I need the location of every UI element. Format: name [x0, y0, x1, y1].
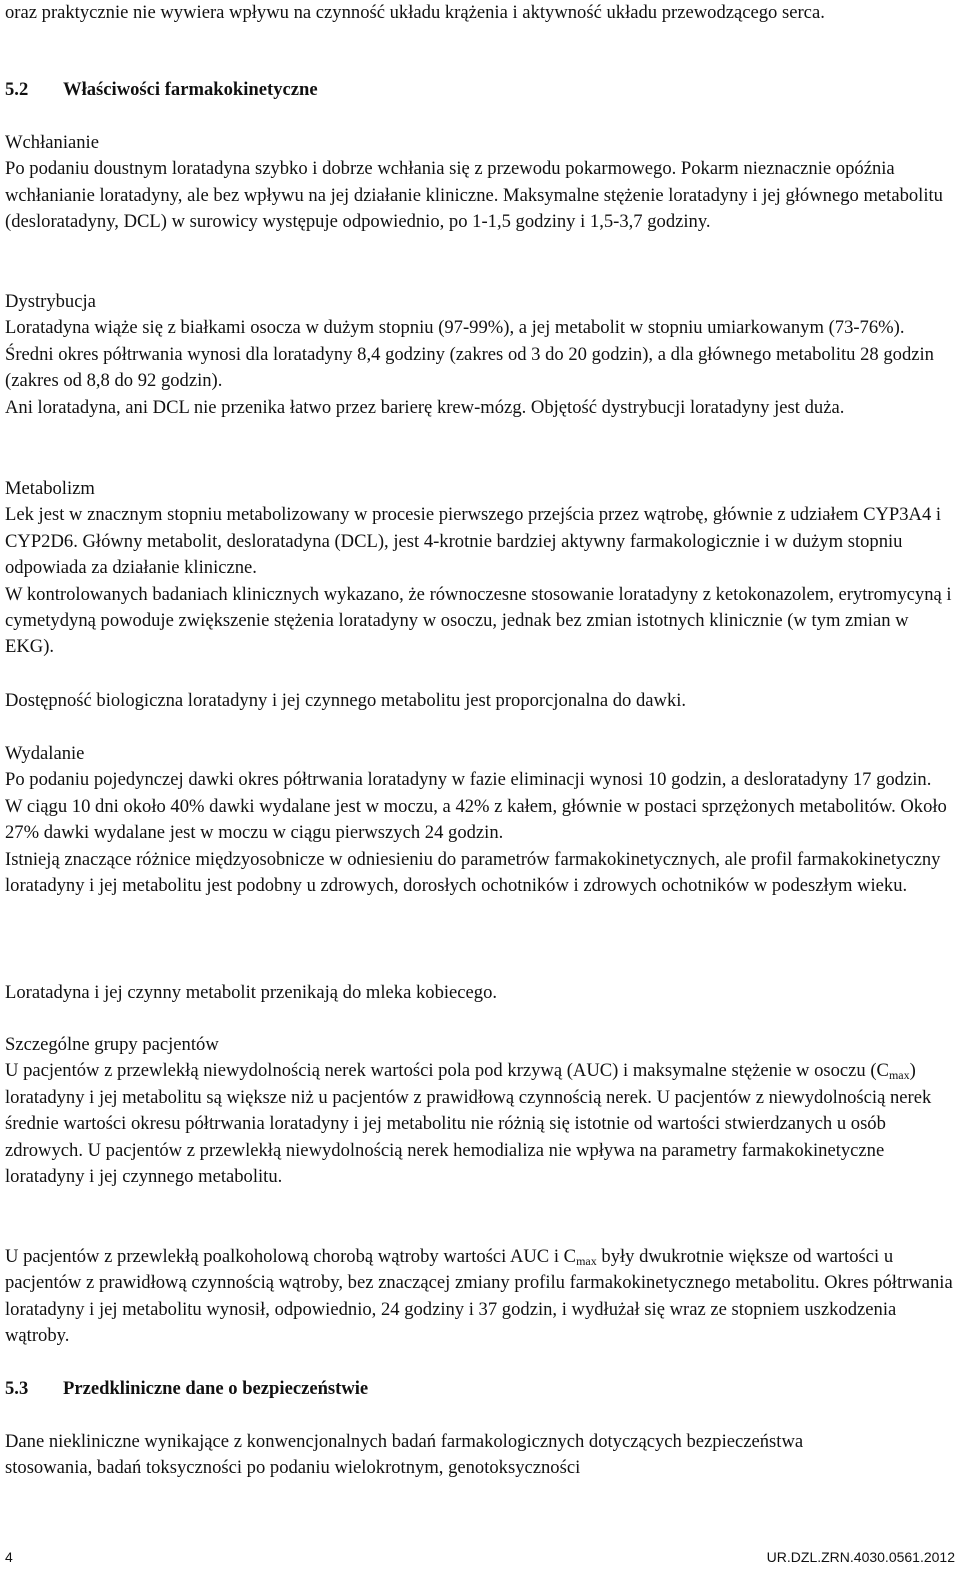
section-title: Przedkliniczne dane o bezpieczeństwie — [63, 1378, 369, 1399]
special-groups-text — [5, 1058, 955, 1190]
liver-text-b: były dwukrotnie większe od wartości u pacjentów z prawidłową czynnością wątroby, bez znaczącej zmiany profilu farmakokinetycznego metabolitu. Okres półtrwania loratadyny i jej metabolitu wynosił, odpowiednio, 24 godziny i 37 godzin, i wydłużał się wraz ze stopniem uszkodzenia wątroby. — [5, 1246, 953, 1347]
section-number: 5.3 — [5, 1378, 29, 1399]
elimination-text-1: Po podaniu pojedynczej dawki okres półtrwania loratadyny w fazie eliminacji wynosi 10 godzin, a desloratadyny 17 godzin. — [5, 769, 932, 791]
absorption-block — [5, 130, 955, 236]
elimination-block — [5, 741, 955, 899]
special-groups-text-b: ) loratadyny i jej metabolitu są większe niż u pacjentów z prawidłową czynnością nerek. U pacjentów z niewydolnością nerek średnie wartości okresu półtrwania loratadyny i jej metabolitu nie różnią się istotnie od wartości stwierdzanych u osób zdrowych. U pacjentów z przewlekłą niewydolnością nerek hemodializa nie wpływa na parametry farmakokinetyczne loratadyny i jej czynnego metabolitu. — [5, 1060, 932, 1188]
cmax-subscript: max — [576, 1254, 597, 1268]
distribution-block — [5, 289, 955, 421]
metabolism-text-1: Lek jest w znacznym stopniu metabolizowany w procesie pierwszego przejścia przez wątrobę, głównie z udziałem CYP3A4 i CYP2D6. Główny metabolit, desloratadyna (DCL), jest 4-krotnie bardziej aktywny farmakologicznie i w dużym stopniu odpowiada za działanie kliniczne. — [5, 504, 942, 579]
absorption-heading: Wchłanianie — [5, 132, 99, 153]
elimination-text-3: Istnieją znaczące różnice międzyosobnicze w odniesieniu do parametrów farmakokinetycznych, ale profil farmakokinetyczny loratadyny i jej metabolitu jest podobny u zdrowych, dorosłych ochotników i zdrowych ochotników w podeszłym wieku. — [5, 848, 941, 897]
elimination-heading: Wydalanie — [5, 743, 85, 764]
cmax-subscript: max — [888, 1068, 910, 1083]
liver-paragraph — [5, 1244, 955, 1350]
special-groups-heading: Szczególne grupy pacjentów — [5, 1034, 219, 1055]
preclinical-paragraph: Dane niekliniczne wynikające z konwencjonalnych badań farmakologicznych dotyczących bezpieczeństwa stosowania, badań toksyczności po podaniu wielokrotnym, genotoksyczności — [5, 1431, 804, 1479]
bioavailability-paragraph: Dostępność biologiczna loratadyny i jej czynnego metabolitu jest proporcjonalna do dawki. — [5, 690, 687, 711]
metabolism-block — [5, 476, 955, 661]
absorption-text: Po podaniu doustnym loratadyna szybko i dobrze wchłania się z przewodu pokarmowego. Pokarm nieznacznie opóźnia wchłanianie loratadyny, ale bez wpływu na jej działanie kliniczne. Maksymalne stężenie loratadyny i jej głównego metabolitu (desloratadyny, DCL) w surowicy występuje odpowiednio, po 1-1,5 godziny i 1,5-3,7 godziny. — [5, 158, 943, 233]
section-5-2-heading — [5, 77, 318, 103]
section-number: 5.2 — [5, 79, 29, 100]
distribution-text-1: Loratadyna wiąże się z białkami osocza w dużym stopniu (97-99%), a jej metabolit w stopniu umiarkowanym (73-76%). Średni okres półtrwania wynosi dla loratadyny 8,4 godziny (zakres od 3 do 20 godzin), a dla głównego metabolitu 28 godzin (zakres od 8,8 do 92 godzin). — [5, 317, 934, 392]
special-groups-block — [5, 1032, 955, 1190]
distribution-heading: Dystrybucja — [5, 291, 96, 312]
metabolism-heading: Metabolizm — [5, 478, 95, 499]
milk-paragraph: Loratadyna i jej czynny metabolit przenikają do mleka kobiecego. — [5, 982, 498, 1003]
distribution-text-2: Ani loratadyna, ani DCL nie przenika łatwo przez barierę krew-mózg. Objętość dystrybucji loratadyny jest duża. — [5, 396, 845, 418]
special-groups-text-a: U pacjentów z przewlekłą niewydolnością nerek wartości pola pod krzywą (AUC) i maksymalne stężenie w osoczu (C — [5, 1060, 889, 1082]
liver-text-a: U pacjentów z przewlekłą poalkoholową chorobą wątroby wartości AUC i C — [5, 1246, 577, 1267]
metabolism-text-2: W kontrolowanych badaniach klinicznych wykazano, że równoczesne stosowanie loratadyny z ketokonazolem, erytromycyną i cymetydyną powoduje zwiększenie stężenia loratadyny w osoczu, jednak bez zmian istotnych klinicznie (w tym zmian w EKG). — [5, 583, 952, 658]
section-title: Właściwości farmakokinetyczne — [63, 79, 318, 100]
page-number: 4 — [5, 1549, 13, 1565]
document-code: UR.DZL.ZRN.4030.0561.2012 — [766, 1549, 955, 1565]
intro-paragraph: oraz praktycznie nie wywiera wpływu na czynność układu krążenia i aktywność układu przewodzącego serca. — [5, 2, 825, 23]
elimination-text-2: W ciągu 10 dni około 40% dawki wydalane jest w moczu, a 42% z kałem, głównie w postaci sprzężonych metabolitów. Około 27% dawki wydalane jest w moczu w ciągu pierwszych 24 godzin. — [5, 795, 947, 844]
section-5-3-heading — [5, 1376, 368, 1402]
